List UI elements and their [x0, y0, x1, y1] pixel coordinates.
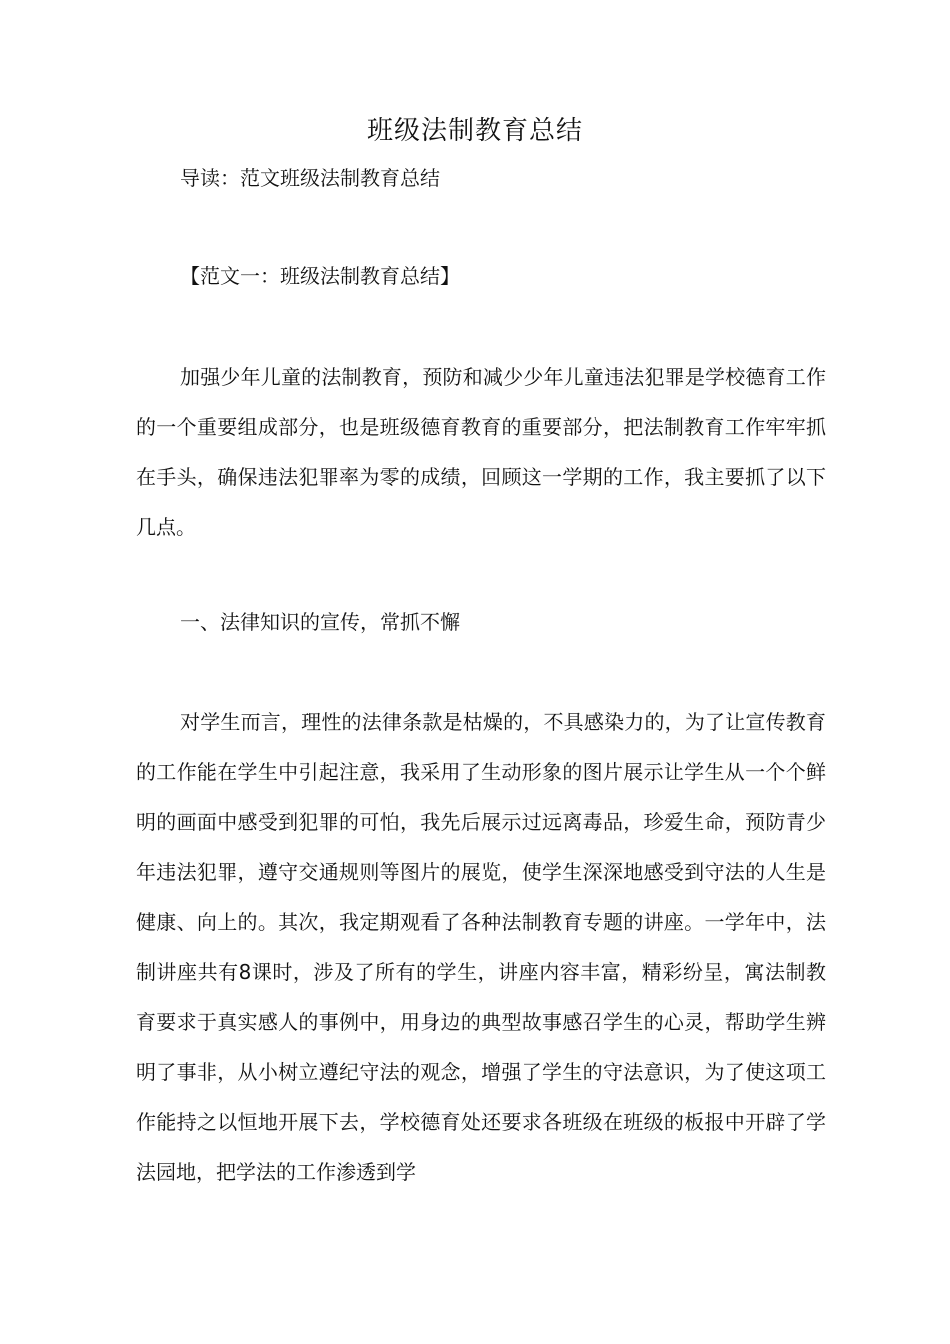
paragraph-1: 加强少年儿童的法制教育，预防和减少少年儿童违法犯罪是学校德育工作的一个重要组成部分，也是班级德育教育的重要部分，把法制教育工作牢牢抓在手头，确保违法犯罪率为零的成绩，回顾这一学期的工作，我主要抓了以下几点。 — [136, 365, 826, 539]
section-heading: 【范文一：班级法制教育总结】 — [180, 264, 460, 288]
document-title: 班级法制教育总结 — [366, 116, 583, 146]
subheading-1: 一、法律知识的宣传，常抓不懈 — [180, 610, 460, 634]
intro-line: 导读：范文班级法制教育总结 — [180, 166, 440, 190]
paragraph-2: 对学生而言，理性的法律条款是枯燥的，不具感染力的，为了让宣传教育的工作能在学生中引起注意，我采用了生动形象的图片展示让学生从一个个鲜明的画面中感受到犯罪的可怕，我先后展示过远离毒品，珍爱生命，预防青少年违法犯罪，遵守交通规则等图片的展览，使学生深深地感受到守法的人生是健康、向上的。其次，我定期观看了各种法制教育专题的讲座。一学年中，法制讲座共有8课时，涉及了所有的学生，讲座内容丰富，精彩纷呈，寓法制教育要求于真实感人的事例中，用身边的典型故事感召学生的心灵，帮助学生辨明了事非，从小树立遵纪守法的观念，增强了学生的守法意识，为了使这项工作能持之以恒地开展下去，学校德育处还要求各班级在班级的板报中开辟了学法园地，把学法的工作渗透到学 — [136, 710, 826, 1184]
